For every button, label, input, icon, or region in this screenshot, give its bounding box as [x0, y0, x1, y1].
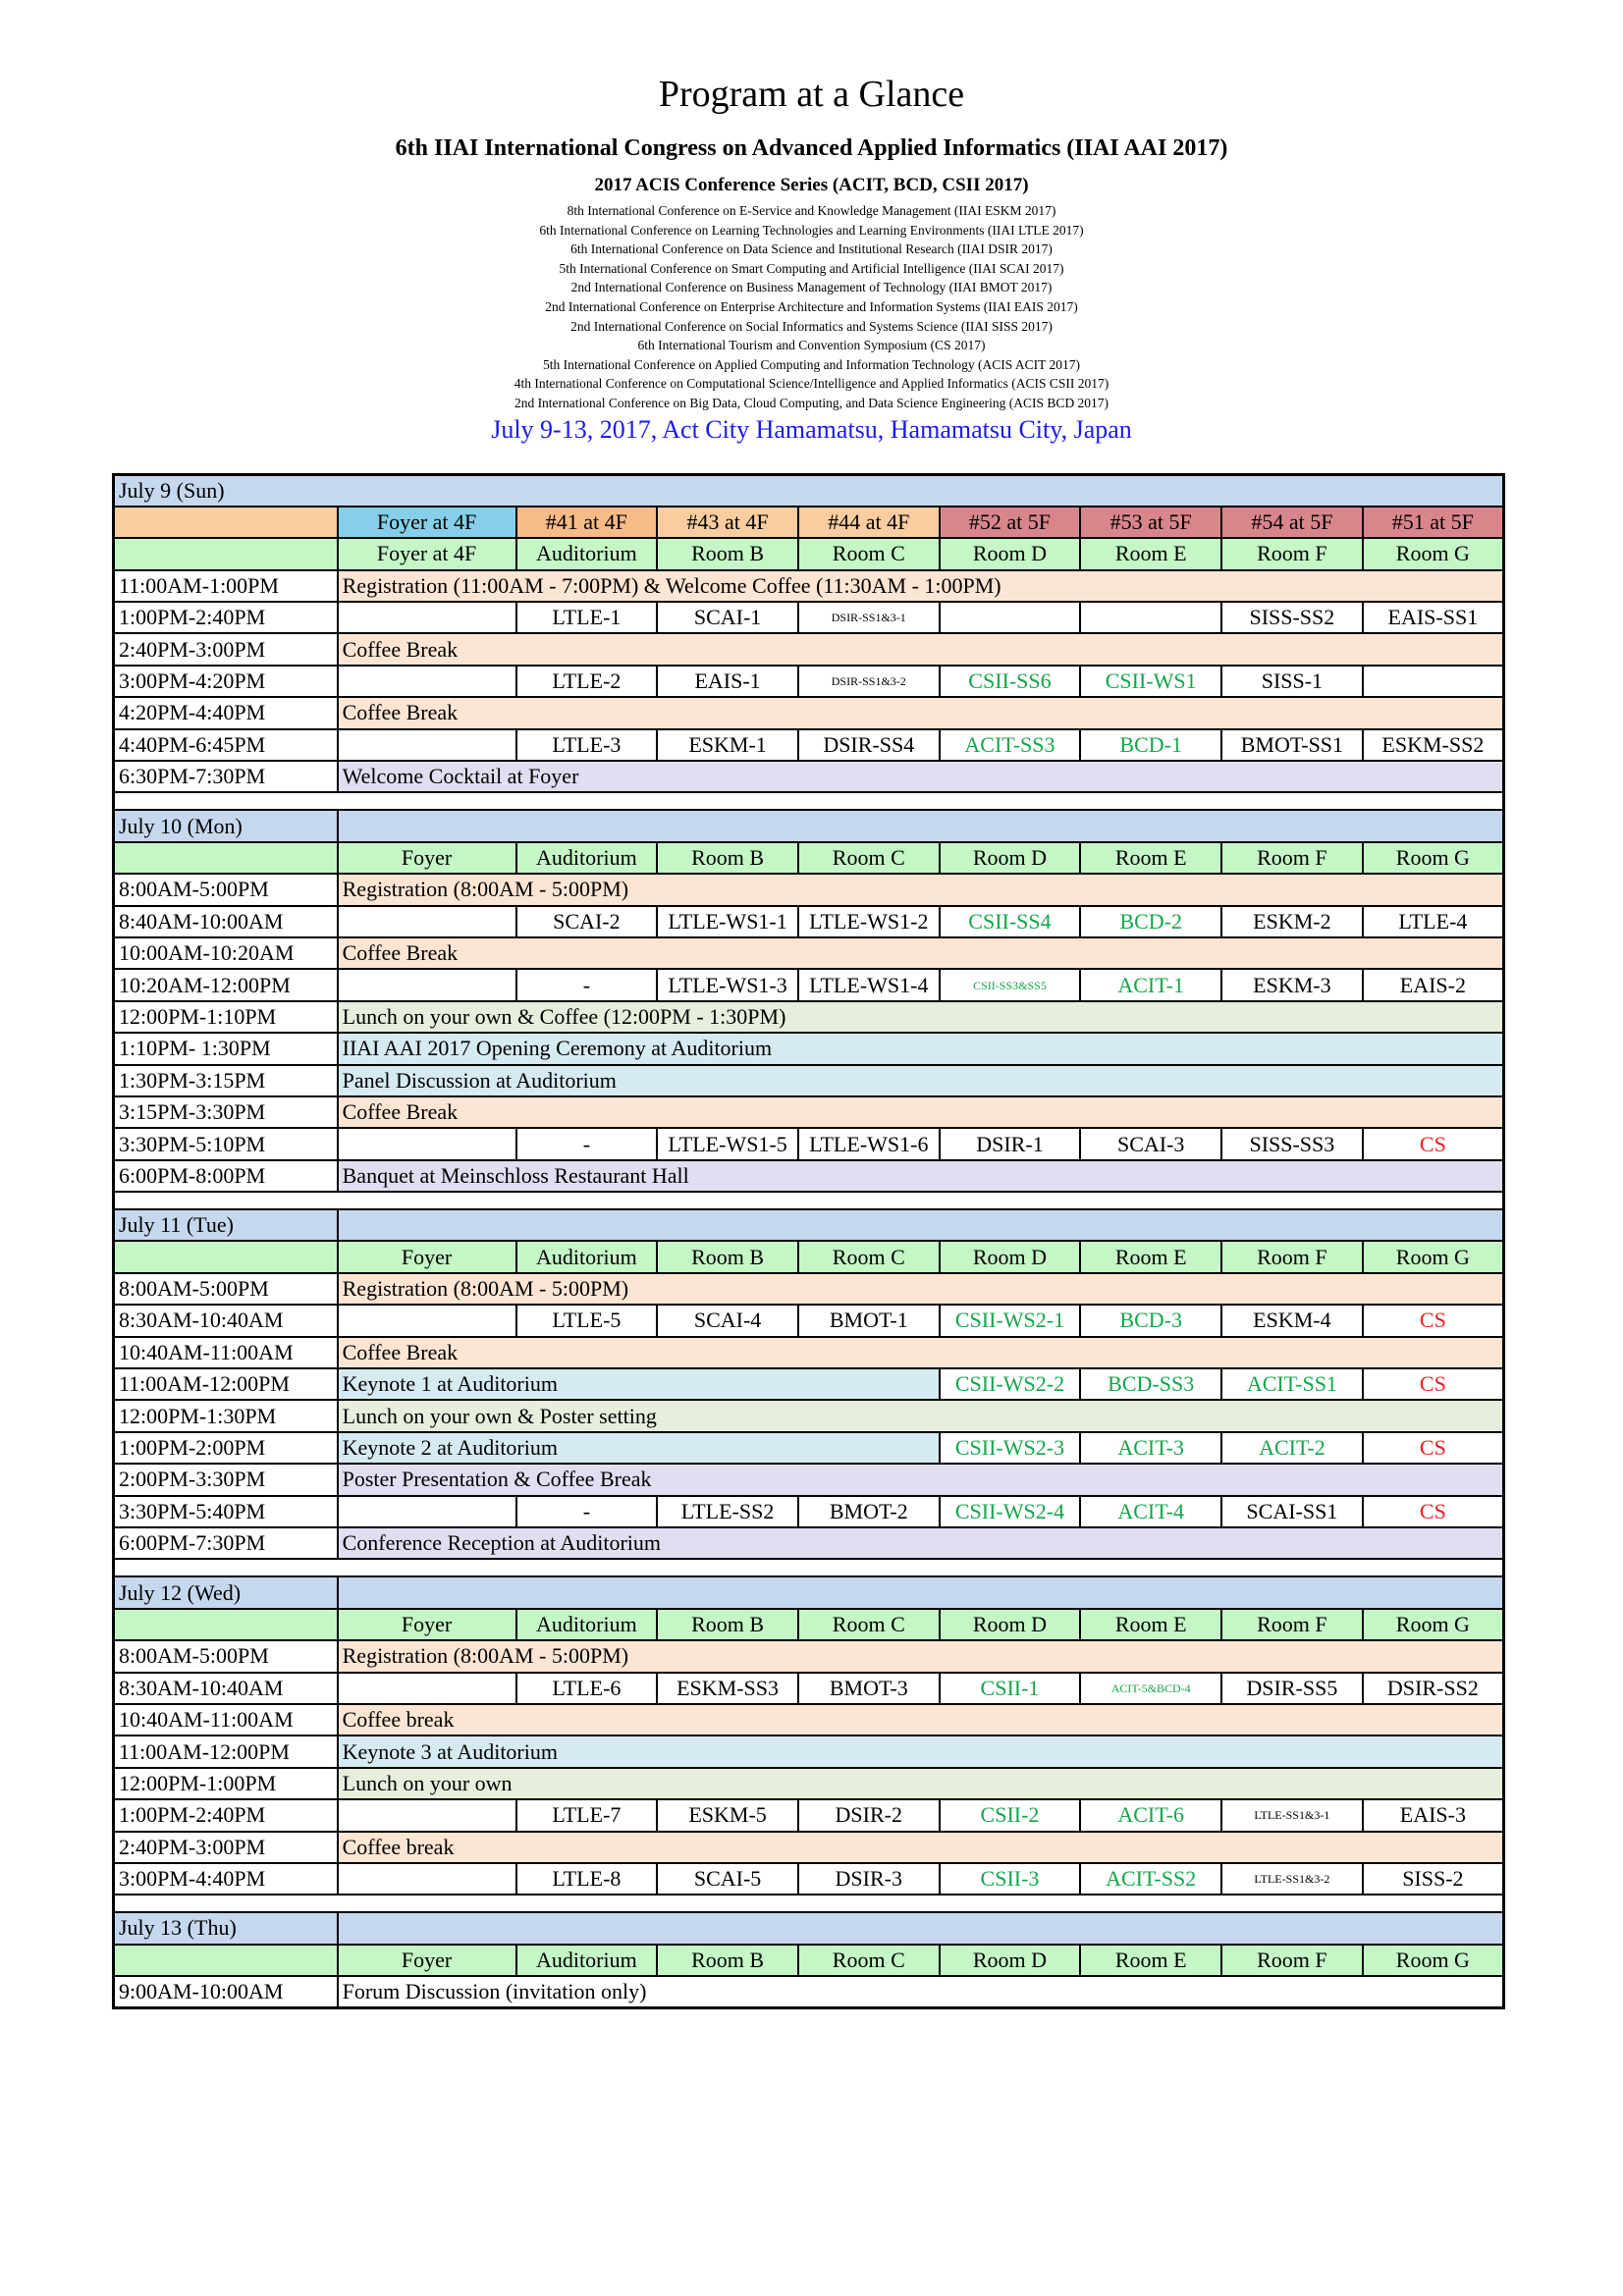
session-cell: BCD-2	[1080, 906, 1221, 937]
session-row	[114, 906, 1504, 937]
event-span: Keynote 3 at Auditorium	[338, 1735, 1504, 1767]
session-row	[114, 697, 1504, 728]
session-cell: LTLE-6	[516, 1673, 658, 1704]
room-header: Auditorium	[516, 1945, 658, 1976]
event-span: Coffee break	[338, 1832, 1504, 1863]
event-span: Lunch on your own	[338, 1768, 1504, 1799]
session-cell: CSII-SS3&SS5	[940, 969, 1081, 1000]
room-header: Room G	[1363, 538, 1504, 569]
day-header-row	[114, 475, 1504, 507]
session-cell: LTLE-2	[516, 666, 658, 697]
time-cell: 4:20PM-4:40PM	[114, 697, 338, 728]
time-cell: 11:00AM-1:00PM	[114, 570, 338, 602]
session-row	[114, 1001, 1504, 1033]
congress-title: 6th IIAI International Congress on Advanced Applied Informatics (IIAI AAI 2017)	[395, 135, 1228, 161]
room-header: Foyer	[338, 1945, 516, 1976]
keynote-span: Keynote 2 at Auditorium	[338, 1432, 940, 1464]
session-row	[114, 633, 1504, 665]
event-span: Panel Discussion at Auditorium	[338, 1065, 1504, 1096]
event-span: Registration (8:00AM - 5:00PM)	[338, 1640, 1504, 1672]
session-row	[114, 1368, 1504, 1400]
conference-item: 2nd International Conference on Business Management of Technology (IIAI BMOT 2017)	[570, 280, 1053, 295]
session-cell: LTLE-WS1-2	[798, 906, 940, 937]
room-header: Room D	[940, 1945, 1081, 1976]
room-header: Foyer	[338, 1609, 516, 1640]
floor-header: #41 at 4F	[516, 507, 658, 538]
session-cell	[338, 1305, 516, 1336]
day-header-row	[114, 1576, 1504, 1608]
floor-header: #53 at 5F	[1080, 507, 1221, 538]
session-cell: DSIR-SS1&3-2	[798, 666, 940, 697]
room-header: Room F	[1221, 1241, 1363, 1272]
session-cell: ACIT-2	[1221, 1432, 1363, 1464]
session-row	[114, 1673, 1504, 1704]
session-cell: CSII-WS2-4	[940, 1496, 1081, 1527]
room-header: Room G	[1363, 1241, 1504, 1272]
session-cell: DSIR-2	[798, 1799, 940, 1831]
day-separator	[114, 1192, 1504, 1209]
session-row	[114, 1096, 1504, 1128]
time-cell: 8:00AM-5:00PM	[114, 874, 338, 905]
session-cell: CSII-SS6	[940, 666, 1081, 697]
session-row	[114, 570, 1504, 602]
room-header: Foyer	[338, 1241, 516, 1272]
session-cell: CS	[1363, 1128, 1504, 1159]
event-span: Forum Discussion (invitation only)	[338, 1976, 1504, 2007]
room-header: Room E	[1080, 1609, 1221, 1640]
session-cell: BCD-SS3	[1080, 1368, 1221, 1400]
session-cell: LTLE-3	[516, 729, 658, 761]
session-cell: LTLE-SS2	[657, 1496, 798, 1527]
page-title: Program at a Glance	[658, 74, 965, 115]
conference-item: 6th International Tourism and Convention Symposium (CS 2017)	[637, 338, 986, 353]
session-cell: DSIR-1	[940, 1128, 1081, 1159]
room-header: Auditorium	[516, 842, 658, 874]
time-cell: 1:00PM-2:40PM	[114, 602, 338, 633]
time-cell: 8:00AM-5:00PM	[114, 1273, 338, 1305]
session-cell: SCAI-3	[1080, 1128, 1221, 1159]
time-cell: 12:00PM-1:30PM	[114, 1400, 338, 1431]
room-header: Room G	[1363, 1945, 1504, 1976]
session-row	[114, 1305, 1504, 1336]
room-header: Room F	[1221, 1609, 1363, 1640]
session-cell: CSII-SS4	[940, 906, 1081, 937]
session-cell: ESKM-3	[1221, 969, 1363, 1000]
floor-header: #52 at 5F	[940, 507, 1081, 538]
session-cell: -	[516, 1128, 658, 1159]
session-cell: SISS-1	[1221, 666, 1363, 697]
room-header: Room B	[657, 1241, 798, 1272]
session-cell	[338, 1799, 516, 1831]
session-cell: LTLE-WS1-5	[657, 1128, 798, 1159]
room-blank	[114, 1609, 338, 1640]
time-cell: 8:00AM-5:00PM	[114, 1640, 338, 1672]
time-cell: 3:30PM-5:10PM	[114, 1128, 338, 1159]
session-cell: DSIR-SS4	[798, 729, 940, 761]
session-cell: ACIT-SS1	[1221, 1368, 1363, 1400]
session-cell: CSII-WS1	[1080, 666, 1221, 697]
time-cell: 1:00PM-2:00PM	[114, 1432, 338, 1464]
room-header: Room D	[940, 842, 1081, 874]
session-row	[114, 1432, 1504, 1464]
time-cell: 6:30PM-7:30PM	[114, 761, 338, 792]
session-cell: CSII-1	[940, 1673, 1081, 1704]
session-cell: SCAI-1	[657, 602, 798, 633]
session-row	[114, 1527, 1504, 1559]
room-header: Room D	[940, 1609, 1081, 1640]
room-header: Room D	[940, 1241, 1081, 1272]
session-cell: BMOT-2	[798, 1496, 940, 1527]
session-row	[114, 666, 1504, 697]
session-cell: BMOT-3	[798, 1673, 940, 1704]
event-span: Coffee Break	[338, 1096, 1504, 1128]
session-cell: BCD-3	[1080, 1305, 1221, 1336]
room-row	[114, 538, 1504, 569]
session-cell: LTLE-WS1-4	[798, 969, 940, 1000]
session-cell: CSII-3	[940, 1863, 1081, 1895]
session-cell: BMOT-1	[798, 1305, 940, 1336]
session-cell	[338, 729, 516, 761]
session-cell	[1080, 602, 1221, 633]
session-row	[114, 1496, 1504, 1527]
event-span: Lunch on your own & Coffee (12:00PM - 1:30PM)	[338, 1001, 1504, 1033]
session-row	[114, 1735, 1504, 1767]
time-cell: 3:00PM-4:20PM	[114, 666, 338, 697]
session-cell: EAIS-3	[1363, 1799, 1504, 1831]
venue-date: July 9-13, 2017, Act City Hamamatsu, Hamamatsu City, Japan	[491, 415, 1132, 444]
session-cell: ESKM-2	[1221, 906, 1363, 937]
room-header: Room B	[657, 1609, 798, 1640]
session-row	[114, 1799, 1504, 1831]
day-label: July 12 (Wed)	[114, 1576, 338, 1608]
separator-cell	[114, 1895, 1504, 1912]
session-row	[114, 1160, 1504, 1192]
session-cell: LTLE-WS1-6	[798, 1128, 940, 1159]
session-cell: ACIT-SS3	[940, 729, 1081, 761]
session-cell: SISS-SS2	[1221, 602, 1363, 633]
session-cell: ACIT-SS2	[1080, 1863, 1221, 1895]
session-row	[114, 602, 1504, 633]
session-cell: CSII-WS2-3	[940, 1432, 1081, 1464]
session-row	[114, 1337, 1504, 1368]
room-header: Auditorium	[516, 1609, 658, 1640]
time-cell: 10:20AM-12:00PM	[114, 969, 338, 1000]
session-row	[114, 1400, 1504, 1431]
event-span: Coffee Break	[338, 633, 1504, 665]
conference-item: 5th International Conference on Applied Computing and Information Technology (ACIS ACIT 2017)	[542, 356, 1081, 372]
session-cell: SCAI-5	[657, 1863, 798, 1895]
time-cell: 12:00PM-1:10PM	[114, 1001, 338, 1033]
time-cell: 3:30PM-5:40PM	[114, 1496, 338, 1527]
time-cell: 10:40AM-11:00AM	[114, 1704, 338, 1735]
session-cell: -	[516, 1496, 658, 1527]
session-row	[114, 1704, 1504, 1735]
separator-cell	[114, 1192, 1504, 1209]
session-cell	[338, 1496, 516, 1527]
session-cell: DSIR-SS2	[1363, 1673, 1504, 1704]
room-blank	[114, 538, 338, 569]
time-cell: 2:40PM-3:00PM	[114, 1832, 338, 1863]
time-cell: 3:00PM-4:40PM	[114, 1863, 338, 1895]
time-cell: 10:00AM-10:20AM	[114, 937, 338, 969]
conference-item: 2nd International Conference on Enterprise Architecture and Information Systems (IIAI EAIS 2017)	[545, 298, 1078, 314]
day-header-row	[114, 1912, 1504, 1944]
session-row	[114, 1128, 1504, 1159]
session-cell: -	[516, 969, 658, 1000]
session-cell: CS	[1363, 1368, 1504, 1400]
session-cell	[338, 969, 516, 1000]
session-cell: CS	[1363, 1305, 1504, 1336]
session-row	[114, 874, 1504, 905]
time-cell: 8:40AM-10:00AM	[114, 906, 338, 937]
event-span: Registration (8:00AM - 5:00PM)	[338, 1273, 1504, 1305]
floor-header: #54 at 5F	[1221, 507, 1363, 538]
session-cell	[338, 1128, 516, 1159]
event-span: Coffee Break	[338, 1337, 1504, 1368]
room-blank	[114, 1241, 338, 1272]
conference-item: 5th International Conference on Smart Computing and Artificial Intelligence (IIAI SCAI 2017)	[559, 260, 1064, 276]
event-span: Coffee Break	[338, 937, 1504, 969]
day-header-fill	[338, 1912, 1504, 1944]
room-header: Room B	[657, 842, 798, 874]
keynote-span: Keynote 1 at Auditorium	[338, 1368, 940, 1400]
floor-blank	[114, 507, 338, 538]
session-cell: ESKM-4	[1221, 1305, 1363, 1336]
room-header: Room G	[1363, 842, 1504, 874]
time-cell: 12:00PM-1:00PM	[114, 1768, 338, 1799]
event-span: IIAI AAI 2017 Opening Ceremony at Auditorium	[338, 1033, 1504, 1064]
day-header-row	[114, 810, 1504, 841]
time-cell: 1:30PM-3:15PM	[114, 1065, 338, 1096]
time-cell: 10:40AM-11:00AM	[114, 1337, 338, 1368]
conference-item: 6th International Conference on Data Science and Institutional Research (IIAI DSIR 2017)	[570, 241, 1053, 257]
day-header-fill	[338, 810, 1504, 841]
session-cell	[338, 1673, 516, 1704]
room-blank	[114, 842, 338, 874]
session-cell: CS	[1363, 1432, 1504, 1464]
day-separator	[114, 1895, 1504, 1912]
room-header: Room E	[1080, 1945, 1221, 1976]
time-cell: 6:00PM-8:00PM	[114, 1160, 338, 1192]
time-cell: 1:00PM-2:40PM	[114, 1799, 338, 1831]
day-label: July 11 (Tue)	[114, 1209, 338, 1241]
room-header: Room C	[798, 1609, 940, 1640]
floor-header: #44 at 4F	[798, 507, 940, 538]
room-header: Room G	[1363, 1609, 1504, 1640]
room-header: Room F	[1221, 538, 1363, 569]
session-row	[114, 1832, 1504, 1863]
time-cell: 8:30AM-10:40AM	[114, 1305, 338, 1336]
room-header: Room C	[798, 842, 940, 874]
day-header-row	[114, 1209, 1504, 1241]
separator-cell	[114, 1559, 1504, 1576]
time-cell: 3:15PM-3:30PM	[114, 1096, 338, 1128]
session-cell: ESKM-5	[657, 1799, 798, 1831]
floor-row	[114, 507, 1504, 538]
session-cell: EAIS-SS1	[1363, 602, 1504, 633]
session-cell: LTLE-SS1&3-1	[1221, 1799, 1363, 1831]
event-span: Coffee break	[338, 1704, 1504, 1735]
day-separator	[114, 1559, 1504, 1576]
session-row	[114, 1863, 1504, 1895]
session-cell: LTLE-5	[516, 1305, 658, 1336]
session-cell: LTLE-1	[516, 602, 658, 633]
session-cell	[940, 602, 1081, 633]
session-cell: SCAI-SS1	[1221, 1496, 1363, 1527]
floor-header: #51 at 5F	[1363, 507, 1504, 538]
room-header: Room F	[1221, 1945, 1363, 1976]
event-span: Welcome Cocktail at Foyer	[338, 761, 1504, 792]
session-cell: SCAI-2	[516, 906, 658, 937]
time-cell: 1:10PM- 1:30PM	[114, 1033, 338, 1064]
session-cell: SCAI-4	[657, 1305, 798, 1336]
session-cell: LTLE-WS1-3	[657, 969, 798, 1000]
event-span: Registration (8:00AM - 5:00PM)	[338, 874, 1504, 905]
event-span: Coffee Break	[338, 697, 1504, 728]
conference-item: 4th International Conference on Computational Science/Intelligence and Applied Informatics (ACIS CSII 2017)	[514, 376, 1109, 392]
room-row	[114, 1945, 1504, 1976]
event-span: Conference Reception at Auditorium	[338, 1527, 1504, 1559]
session-cell: CS	[1363, 1496, 1504, 1527]
conference-item: 2nd International Conference on Social Informatics and Systems Science (IIAI SISS 2017)	[570, 318, 1053, 334]
room-header: Room C	[798, 1945, 940, 1976]
room-header: Room E	[1080, 538, 1221, 569]
room-row	[114, 1241, 1504, 1272]
session-cell: ACIT-1	[1080, 969, 1221, 1000]
room-header: Room F	[1221, 842, 1363, 874]
room-header: Room B	[657, 1945, 798, 1976]
time-cell: 4:40PM-6:45PM	[114, 729, 338, 761]
session-cell: SISS-SS3	[1221, 1128, 1363, 1159]
session-cell: ACIT-3	[1080, 1432, 1221, 1464]
room-header: Room C	[798, 1241, 940, 1272]
event-span: Banquet at Meinschloss Restaurant Hall	[338, 1160, 1504, 1192]
day-header-fill	[338, 1209, 1504, 1241]
room-header: Room E	[1080, 1241, 1221, 1272]
session-cell: CSII-2	[940, 1799, 1081, 1831]
room-row	[114, 842, 1504, 874]
room-header: Foyer	[338, 842, 516, 874]
session-cell: LTLE-7	[516, 1799, 658, 1831]
room-header: Room E	[1080, 842, 1221, 874]
room-row	[114, 1609, 1504, 1640]
day-label: July 10 (Mon)	[114, 810, 338, 841]
session-cell: BMOT-SS1	[1221, 729, 1363, 761]
event-span: Poster Presentation & Coffee Break	[338, 1464, 1504, 1495]
session-cell: ESKM-1	[657, 729, 798, 761]
session-cell	[1363, 666, 1504, 697]
session-cell: ESKM-SS2	[1363, 729, 1504, 761]
session-cell: ACIT-5&BCD-4	[1080, 1673, 1221, 1704]
series-title: 2017 ACIS Conference Series (ACIT, BCD, CSII 2017)	[594, 175, 1029, 195]
conference-item: 6th International Conference on Learning Technologies and Learning Environments (IIAI LTLE 2017)	[539, 222, 1084, 238]
session-cell: LTLE-8	[516, 1863, 658, 1895]
time-cell: 9:00AM-10:00AM	[114, 1976, 338, 2007]
conference-list	[0, 201, 1623, 413]
session-row	[114, 729, 1504, 761]
time-cell: 8:30AM-10:40AM	[114, 1673, 338, 1704]
room-header: Foyer at 4F	[338, 538, 516, 569]
session-row	[114, 1065, 1504, 1096]
floor-header: #43 at 4F	[657, 507, 798, 538]
session-cell	[338, 1863, 516, 1895]
session-cell: EAIS-1	[657, 666, 798, 697]
session-cell	[338, 666, 516, 697]
session-row	[114, 1768, 1504, 1799]
session-cell: CSII-WS2-2	[940, 1368, 1081, 1400]
room-header: Auditorium	[516, 538, 658, 569]
time-cell: 11:00AM-12:00PM	[114, 1735, 338, 1767]
session-row	[114, 1033, 1504, 1064]
session-cell: DSIR-SS1&3-1	[798, 602, 940, 633]
session-cell: CSII-WS2-1	[940, 1305, 1081, 1336]
floor-header: Foyer at 4F	[338, 507, 516, 538]
room-header: Auditorium	[516, 1241, 658, 1272]
room-header: Room B	[657, 538, 798, 569]
time-cell: 2:40PM-3:00PM	[114, 633, 338, 665]
session-cell	[338, 906, 516, 937]
room-header: Room C	[798, 538, 940, 569]
day-header-fill	[338, 1576, 1504, 1608]
session-row	[114, 1273, 1504, 1305]
conference-item: 2nd International Conference on Big Data, Cloud Computing, and Data Science Engineering (ACIS BCD 2017)	[514, 395, 1109, 410]
day-separator	[114, 792, 1504, 810]
session-cell: LTLE-SS1&3-2	[1221, 1863, 1363, 1895]
session-row	[114, 1640, 1504, 1672]
event-span: Lunch on your own & Poster setting	[338, 1400, 1504, 1431]
session-cell	[338, 602, 516, 633]
session-cell: BCD-1	[1080, 729, 1221, 761]
session-cell: LTLE-WS1-1	[657, 906, 798, 937]
session-cell: ESKM-SS3	[657, 1673, 798, 1704]
session-cell: LTLE-4	[1363, 906, 1504, 937]
time-cell: 2:00PM-3:30PM	[114, 1464, 338, 1495]
session-row	[114, 937, 1504, 969]
session-row	[114, 761, 1504, 792]
room-header: Room D	[940, 538, 1081, 569]
time-cell: 6:00PM-7:30PM	[114, 1527, 338, 1559]
conference-item: 8th International Conference on E-Service and Knowledge Management (IIAI ESKM 2017)	[567, 203, 1056, 218]
event-span: Registration (11:00AM - 7:00PM) & Welcome Coffee (11:30AM - 1:00PM)	[338, 570, 1504, 602]
room-blank	[114, 1945, 338, 1976]
session-cell: DSIR-3	[798, 1863, 940, 1895]
separator-cell	[114, 792, 1504, 810]
session-cell: DSIR-SS5	[1221, 1673, 1363, 1704]
program-table	[112, 473, 1505, 2009]
session-row	[114, 1464, 1504, 1495]
day-label: July 9 (Sun)	[114, 475, 1504, 507]
session-cell: EAIS-2	[1363, 969, 1504, 1000]
time-cell: 11:00AM-12:00PM	[114, 1368, 338, 1400]
session-row	[114, 969, 1504, 1000]
day-label: July 13 (Thu)	[114, 1912, 338, 1944]
session-cell: ACIT-4	[1080, 1496, 1221, 1527]
session-cell: SISS-2	[1363, 1863, 1504, 1895]
session-cell: ACIT-6	[1080, 1799, 1221, 1831]
session-row	[114, 1976, 1504, 2007]
